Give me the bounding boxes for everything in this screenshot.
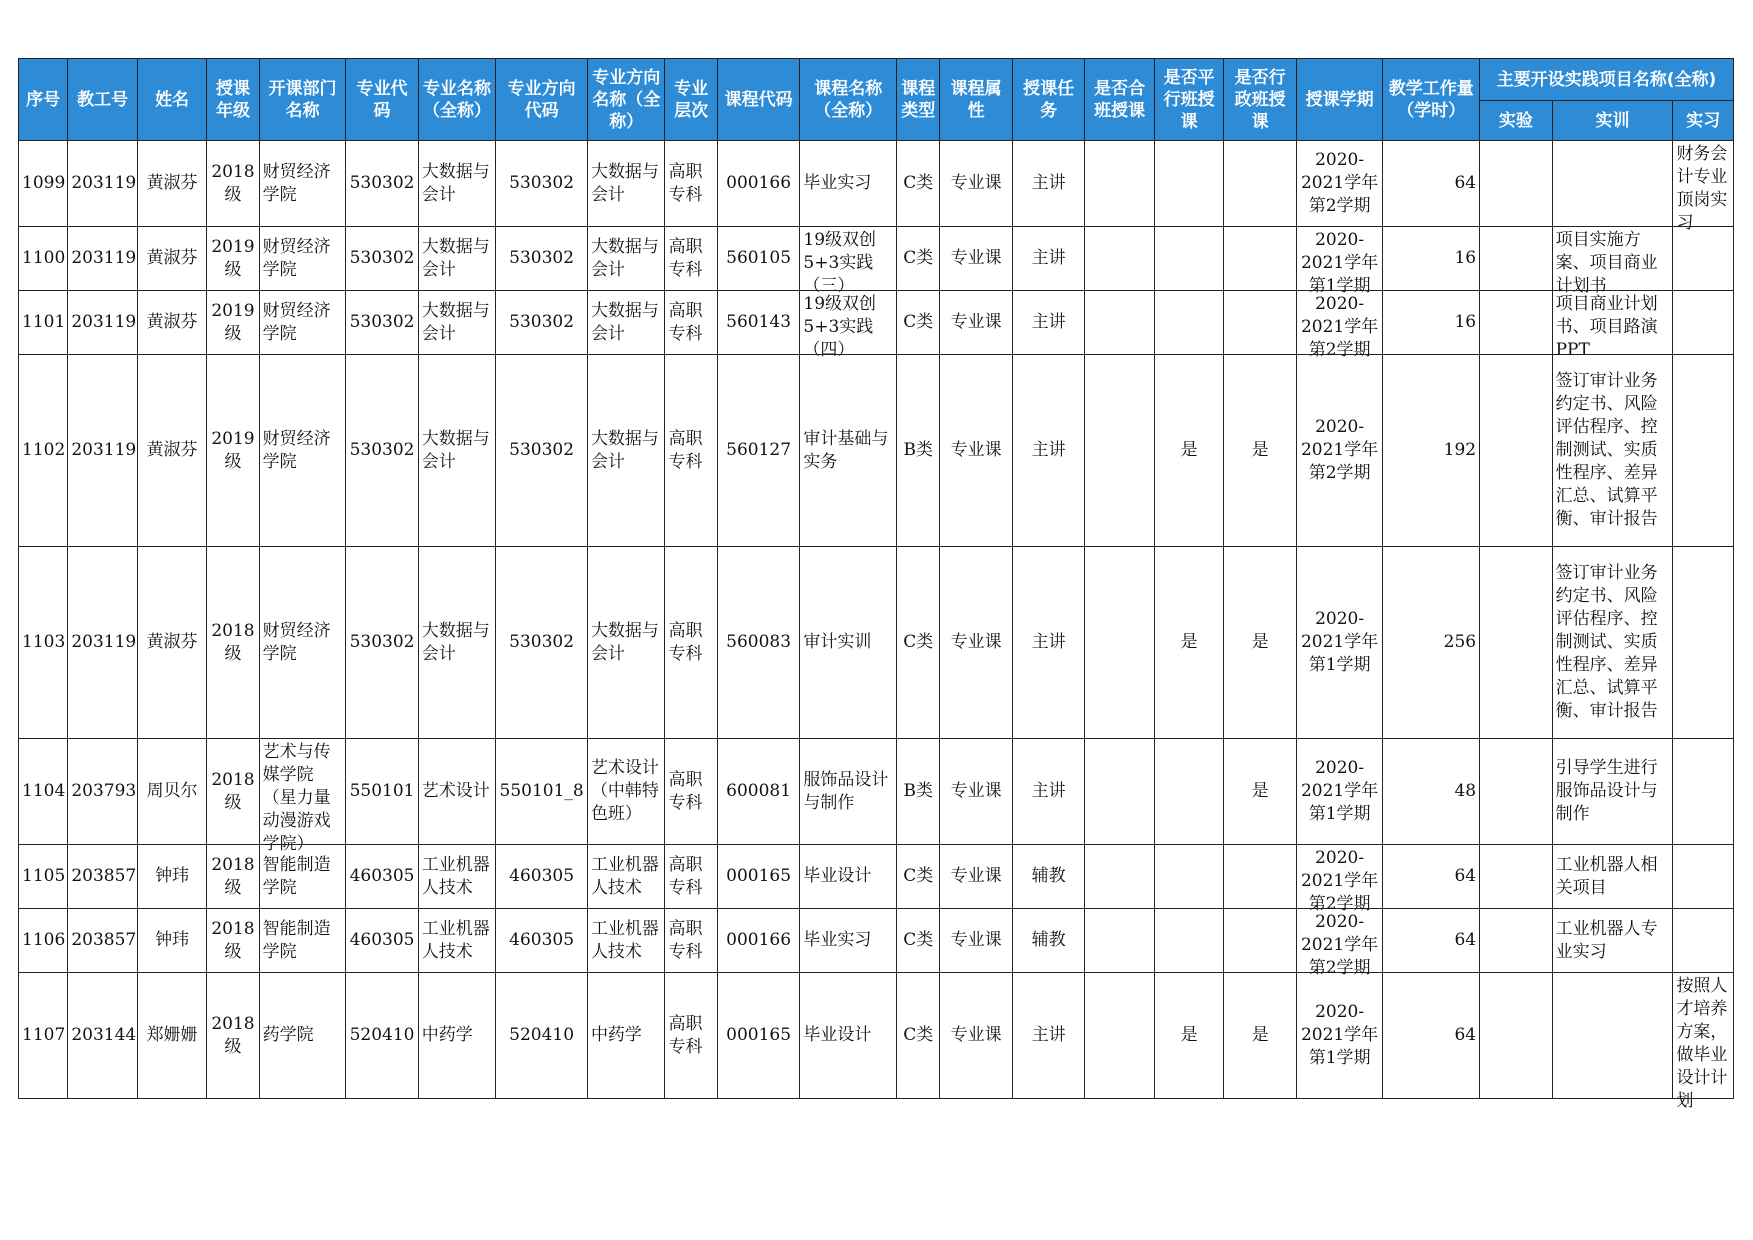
cell-seq: 1102 bbox=[19, 355, 68, 547]
cell-major-name: 艺术设计 bbox=[418, 739, 496, 845]
cell-parallel-class: 是 bbox=[1154, 973, 1223, 1099]
header-course-attr: 课程属性 bbox=[940, 59, 1013, 141]
cell-course-attr: 专业课 bbox=[940, 291, 1013, 355]
cell-direction-name: 大数据与会计 bbox=[587, 227, 665, 291]
cell-direction-name: 大数据与会计 bbox=[587, 547, 665, 739]
cell-major-code: 550101 bbox=[346, 739, 419, 845]
header-merged-class: 是否合班授课 bbox=[1085, 59, 1154, 141]
cell-direction-name: 大数据与会计 bbox=[587, 291, 665, 355]
cell-major-code: 460305 bbox=[346, 909, 419, 973]
cell-training bbox=[1552, 973, 1673, 1099]
cell-direction-code: 530302 bbox=[496, 227, 588, 291]
cell-internship bbox=[1673, 845, 1734, 909]
cell-experiment bbox=[1480, 739, 1553, 845]
cell-level: 高职专科 bbox=[665, 909, 717, 973]
cell-training: 工业机器人专业实习 bbox=[1552, 909, 1673, 973]
cell-workload: 48 bbox=[1383, 739, 1480, 845]
cell-name: 钟玮 bbox=[137, 909, 206, 973]
table-row bbox=[19, 973, 1734, 1099]
cell-grade: 2018级 bbox=[207, 973, 259, 1099]
cell-workload: 16 bbox=[1383, 291, 1480, 355]
header-workload: 教学工作量（学时） bbox=[1383, 59, 1480, 141]
cell-parallel-class bbox=[1154, 739, 1223, 845]
cell-admin-class: 是 bbox=[1224, 547, 1297, 739]
cell-internship bbox=[1673, 739, 1734, 845]
cell-course-code: 000166 bbox=[717, 909, 800, 973]
cell-course-name: 毕业实习 bbox=[800, 909, 897, 973]
cell-course-attr: 专业课 bbox=[940, 355, 1013, 547]
header-grade: 授课年级 bbox=[207, 59, 259, 141]
header-admin-class: 是否行政班授课 bbox=[1224, 59, 1297, 141]
cell-workload: 64 bbox=[1383, 141, 1480, 227]
cell-admin-class bbox=[1224, 291, 1297, 355]
cell-internship: 按照人才培养方案，做毕业设计计划 bbox=[1673, 973, 1734, 1099]
cell-course-code: 600081 bbox=[717, 739, 800, 845]
table-row bbox=[19, 909, 1734, 973]
cell-direction-code: 520410 bbox=[496, 973, 588, 1099]
cell-workload: 16 bbox=[1383, 227, 1480, 291]
cell-grade: 2018级 bbox=[207, 547, 259, 739]
table-row bbox=[19, 739, 1734, 845]
cell-grade: 2019级 bbox=[207, 227, 259, 291]
cell-course-name: 19级双创5+3实践（四） bbox=[800, 291, 897, 355]
cell-name: 郑姗姗 bbox=[137, 973, 206, 1099]
cell-course-attr: 专业课 bbox=[940, 973, 1013, 1099]
cell-major-code: 530302 bbox=[346, 291, 419, 355]
cell-task: 主讲 bbox=[1012, 973, 1085, 1099]
cell-course-code: 560127 bbox=[717, 355, 800, 547]
cell-course-type: C类 bbox=[897, 973, 940, 1099]
cell-merged-class bbox=[1085, 739, 1154, 845]
cell-course-attr: 专业课 bbox=[940, 141, 1013, 227]
cell-course-code: 560143 bbox=[717, 291, 800, 355]
teaching-records-table bbox=[18, 58, 1734, 1111]
cell-parallel-class bbox=[1154, 141, 1223, 227]
header-course-code: 课程代码 bbox=[717, 59, 800, 141]
header-practice-group: 主要开设实践项目名称(全称) bbox=[1480, 59, 1734, 101]
cell-course-type: C类 bbox=[897, 547, 940, 739]
cell-merged-class bbox=[1085, 141, 1154, 227]
cell-teacher-id: 203857 bbox=[68, 845, 137, 909]
cell-training: 项目实施方案、项目商业计划书 bbox=[1552, 227, 1673, 291]
cell-course-attr: 专业课 bbox=[940, 845, 1013, 909]
cell-direction-name: 工业机器人技术 bbox=[587, 845, 665, 909]
cell-course-code: 560083 bbox=[717, 547, 800, 739]
cell-term: 2020-2021学年第2学期 bbox=[1296, 141, 1383, 227]
cell-workload: 64 bbox=[1383, 973, 1480, 1099]
cell-course-attr: 专业课 bbox=[940, 739, 1013, 845]
cell-dept: 药学院 bbox=[259, 973, 346, 1099]
cell-major-name: 大数据与会计 bbox=[418, 227, 496, 291]
header-experiment: 实验 bbox=[1480, 101, 1553, 141]
header-task: 授课任务 bbox=[1012, 59, 1085, 141]
cell-course-code: 000165 bbox=[717, 845, 800, 909]
cell-direction-code: 530302 bbox=[496, 291, 588, 355]
cell-course-type: C类 bbox=[897, 845, 940, 909]
header-teacher-id: 教工号 bbox=[68, 59, 137, 141]
cell-name: 黄淑芬 bbox=[137, 141, 206, 227]
cell-parallel-class bbox=[1154, 291, 1223, 355]
cell-training: 签订审计业务约定书、风险评估程序、控制测试、实质性程序、差异汇总、试算平衡、审计报告 bbox=[1552, 547, 1673, 739]
cell-task: 辅教 bbox=[1012, 845, 1085, 909]
cell-merged-class bbox=[1085, 291, 1154, 355]
cell-course-name: 毕业设计 bbox=[800, 973, 897, 1099]
cell-level: 高职专科 bbox=[665, 355, 717, 547]
cell-course-name: 服饰品设计与制作 bbox=[800, 739, 897, 845]
cell-merged-class bbox=[1085, 355, 1154, 547]
header-major-name: 专业名称（全称） bbox=[418, 59, 496, 141]
cell-merged-class bbox=[1085, 973, 1154, 1099]
cell-experiment bbox=[1480, 547, 1553, 739]
cell-experiment bbox=[1480, 909, 1553, 973]
cell-direction-code: 530302 bbox=[496, 355, 588, 547]
cell-major-code: 520410 bbox=[346, 973, 419, 1099]
cell-merged-class bbox=[1085, 227, 1154, 291]
cell-merged-class bbox=[1085, 547, 1154, 739]
header-term: 授课学期 bbox=[1296, 59, 1383, 141]
cell-workload: 64 bbox=[1383, 909, 1480, 973]
cell-course-attr: 专业课 bbox=[940, 227, 1013, 291]
cell-experiment bbox=[1480, 227, 1553, 291]
cell-parallel-class bbox=[1154, 909, 1223, 973]
cell-dept: 财贸经济学院 bbox=[259, 141, 346, 227]
cell-major-code: 530302 bbox=[346, 227, 419, 291]
cell-training: 项目商业计划书、项目路演PPT bbox=[1552, 291, 1673, 355]
cell-major-code: 460305 bbox=[346, 845, 419, 909]
cell-course-name: 审计实训 bbox=[800, 547, 897, 739]
table-row bbox=[19, 845, 1734, 909]
cell-grade: 2018级 bbox=[207, 845, 259, 909]
cell-grade: 2019级 bbox=[207, 355, 259, 547]
cell-admin-class: 是 bbox=[1224, 973, 1297, 1099]
cell-training: 签订审计业务约定书、风险评估程序、控制测试、实质性程序、差异汇总、试算平衡、审计报告 bbox=[1552, 355, 1673, 547]
cell-course-type: B类 bbox=[897, 355, 940, 547]
cell-term: 2020-2021学年第1学期 bbox=[1296, 973, 1383, 1099]
cell-course-type: C类 bbox=[897, 291, 940, 355]
cell-name: 钟玮 bbox=[137, 845, 206, 909]
cell-direction-code: 460305 bbox=[496, 845, 588, 909]
cell-experiment bbox=[1480, 845, 1553, 909]
cell-course-attr: 专业课 bbox=[940, 547, 1013, 739]
cell-dept: 财贸经济学院 bbox=[259, 227, 346, 291]
cell-seq: 1101 bbox=[19, 291, 68, 355]
cell-direction-name: 大数据与会计 bbox=[587, 355, 665, 547]
cell-task: 主讲 bbox=[1012, 227, 1085, 291]
cell-task: 主讲 bbox=[1012, 355, 1085, 547]
spreadsheet-page bbox=[18, 58, 1734, 1111]
cell-name: 黄淑芬 bbox=[137, 291, 206, 355]
cell-direction-name: 工业机器人技术 bbox=[587, 909, 665, 973]
cell-teacher-id: 203119 bbox=[68, 141, 137, 227]
table-row bbox=[19, 547, 1734, 739]
cell-level: 高职专科 bbox=[665, 547, 717, 739]
cell-major-name: 工业机器人技术 bbox=[418, 909, 496, 973]
cell-experiment bbox=[1480, 355, 1553, 547]
header-training: 实训 bbox=[1552, 101, 1673, 141]
cell-seq: 1106 bbox=[19, 909, 68, 973]
cell-training: 工业机器人相关项目 bbox=[1552, 845, 1673, 909]
cell-term: 2020-2021学年第1学期 bbox=[1296, 227, 1383, 291]
cell-seq: 1099 bbox=[19, 141, 68, 227]
cell-course-attr: 专业课 bbox=[940, 909, 1013, 973]
cell-course-code: 000166 bbox=[717, 141, 800, 227]
cell-course-type: B类 bbox=[897, 739, 940, 845]
cell-grade: 2018级 bbox=[207, 141, 259, 227]
cell-grade: 2019级 bbox=[207, 291, 259, 355]
cell-task: 主讲 bbox=[1012, 739, 1085, 845]
cell-teacher-id: 203119 bbox=[68, 227, 137, 291]
cell-course-name: 毕业实习 bbox=[800, 141, 897, 227]
cell-major-name: 大数据与会计 bbox=[418, 547, 496, 739]
cell-internship: 财务会计专业顶岗实习 bbox=[1673, 141, 1734, 227]
cell-parallel-class bbox=[1154, 227, 1223, 291]
cell-teacher-id: 203857 bbox=[68, 909, 137, 973]
cell-direction-code: 530302 bbox=[496, 141, 588, 227]
cell-course-code: 000165 bbox=[717, 973, 800, 1099]
cell-level: 高职专科 bbox=[665, 845, 717, 909]
cell-admin-class bbox=[1224, 227, 1297, 291]
cell-dept: 财贸经济学院 bbox=[259, 355, 346, 547]
cell-course-type: C类 bbox=[897, 141, 940, 227]
table-row bbox=[19, 355, 1734, 547]
cell-major-code: 530302 bbox=[346, 547, 419, 739]
cell-dept: 智能制造学院 bbox=[259, 909, 346, 973]
cell-teacher-id: 203144 bbox=[68, 973, 137, 1099]
cell-major-name: 大数据与会计 bbox=[418, 141, 496, 227]
header-direction-name: 专业方向名称（全称） bbox=[587, 59, 665, 141]
cell-experiment bbox=[1480, 973, 1553, 1099]
cell-course-type: C类 bbox=[897, 227, 940, 291]
cell-teacher-id: 203119 bbox=[68, 355, 137, 547]
cell-parallel-class: 是 bbox=[1154, 547, 1223, 739]
cell-major-name: 中药学 bbox=[418, 973, 496, 1099]
cell-task: 主讲 bbox=[1012, 141, 1085, 227]
cell-seq: 1105 bbox=[19, 845, 68, 909]
cell-name: 周贝尔 bbox=[137, 739, 206, 845]
table-row bbox=[19, 141, 1734, 227]
cell-internship bbox=[1673, 227, 1734, 291]
cell-course-name: 19级双创5+3实践（三） bbox=[800, 227, 897, 291]
cell-course-name: 审计基础与实务 bbox=[800, 355, 897, 547]
cell-seq: 1107 bbox=[19, 973, 68, 1099]
cell-admin-class bbox=[1224, 141, 1297, 227]
cell-term: 2020-2021学年第1学期 bbox=[1296, 547, 1383, 739]
header-course-type: 课程类型 bbox=[897, 59, 940, 141]
cell-merged-class bbox=[1085, 845, 1154, 909]
cell-direction-name: 大数据与会计 bbox=[587, 141, 665, 227]
cell-direction-name: 艺术设计（中韩特色班） bbox=[587, 739, 665, 845]
cell-direction-code: 460305 bbox=[496, 909, 588, 973]
cell-dept: 财贸经济学院 bbox=[259, 291, 346, 355]
header-course-name: 课程名称（全称） bbox=[800, 59, 897, 141]
cell-workload: 256 bbox=[1383, 547, 1480, 739]
cell-internship bbox=[1673, 355, 1734, 547]
cell-direction-code: 550101_8 bbox=[496, 739, 588, 845]
cell-dept: 艺术与传媒学院（星力量动漫游戏学院） bbox=[259, 739, 346, 845]
cell-admin-class: 是 bbox=[1224, 355, 1297, 547]
cell-direction-code: 530302 bbox=[496, 547, 588, 739]
cell-level: 高职专科 bbox=[665, 141, 717, 227]
cell-grade: 2018级 bbox=[207, 739, 259, 845]
cell-level: 高职专科 bbox=[665, 739, 717, 845]
cell-teacher-id: 203793 bbox=[68, 739, 137, 845]
cell-course-name: 毕业设计 bbox=[800, 845, 897, 909]
cell-major-code: 530302 bbox=[346, 141, 419, 227]
cell-task: 辅教 bbox=[1012, 909, 1085, 973]
cell-level: 高职专科 bbox=[665, 291, 717, 355]
cell-seq: 1104 bbox=[19, 739, 68, 845]
cell-level: 高职专科 bbox=[665, 227, 717, 291]
cell-workload: 192 bbox=[1383, 355, 1480, 547]
cell-grade: 2018级 bbox=[207, 909, 259, 973]
table-body bbox=[19, 141, 1734, 1111]
cell-dept: 财贸经济学院 bbox=[259, 547, 346, 739]
cell-name: 黄淑芬 bbox=[137, 547, 206, 739]
cell-experiment bbox=[1480, 291, 1553, 355]
cell-course-code: 560105 bbox=[717, 227, 800, 291]
cell-admin-class bbox=[1224, 845, 1297, 909]
cell-task: 主讲 bbox=[1012, 291, 1085, 355]
cell-seq: 1100 bbox=[19, 227, 68, 291]
cell-term: 2020-2021学年第2学期 bbox=[1296, 909, 1383, 973]
cell-parallel-class bbox=[1154, 845, 1223, 909]
cell-teacher-id: 203119 bbox=[68, 291, 137, 355]
cell-experiment bbox=[1480, 141, 1553, 227]
cell-admin-class: 是 bbox=[1224, 739, 1297, 845]
cell-workload: 64 bbox=[1383, 845, 1480, 909]
cell-internship bbox=[1673, 291, 1734, 355]
header-parallel-class: 是否平行班授课 bbox=[1154, 59, 1223, 141]
cell-major-name: 工业机器人技术 bbox=[418, 845, 496, 909]
cell-merged-class bbox=[1085, 909, 1154, 973]
cell-name: 黄淑芬 bbox=[137, 227, 206, 291]
cell-name: 黄淑芬 bbox=[137, 355, 206, 547]
cell-level: 高职专科 bbox=[665, 973, 717, 1099]
header-level: 专业层次 bbox=[665, 59, 717, 141]
table-row bbox=[19, 291, 1734, 355]
cell-parallel-class: 是 bbox=[1154, 355, 1223, 547]
cell-internship bbox=[1673, 909, 1734, 973]
header-name: 姓名 bbox=[137, 59, 206, 141]
table-row bbox=[19, 227, 1734, 291]
cell-seq: 1103 bbox=[19, 547, 68, 739]
header-seq: 序号 bbox=[19, 59, 68, 141]
cell-training bbox=[1552, 141, 1673, 227]
header-major-code: 专业代码 bbox=[346, 59, 419, 141]
cell-term: 2020-2021学年第2学期 bbox=[1296, 355, 1383, 547]
header-direction-code: 专业方向代码 bbox=[496, 59, 588, 141]
cell-term: 2020-2021学年第1学期 bbox=[1296, 739, 1383, 845]
cell-internship bbox=[1673, 547, 1734, 739]
cell-direction-name: 中药学 bbox=[587, 973, 665, 1099]
cell-teacher-id: 203119 bbox=[68, 547, 137, 739]
cell-major-code: 530302 bbox=[346, 355, 419, 547]
cell-dept: 智能制造学院 bbox=[259, 845, 346, 909]
cell-training: 引导学生进行服饰品设计与制作 bbox=[1552, 739, 1673, 845]
header-dept: 开课部门名称 bbox=[259, 59, 346, 141]
cell-term: 2020-2021学年第2学期 bbox=[1296, 845, 1383, 909]
cell-course-type: C类 bbox=[897, 909, 940, 973]
cell-major-name: 大数据与会计 bbox=[418, 355, 496, 547]
cell-admin-class bbox=[1224, 909, 1297, 973]
cell-major-name: 大数据与会计 bbox=[418, 291, 496, 355]
header-internship: 实习 bbox=[1673, 101, 1734, 141]
cell-term: 2020-2021学年第2学期 bbox=[1296, 291, 1383, 355]
cell-task: 主讲 bbox=[1012, 547, 1085, 739]
